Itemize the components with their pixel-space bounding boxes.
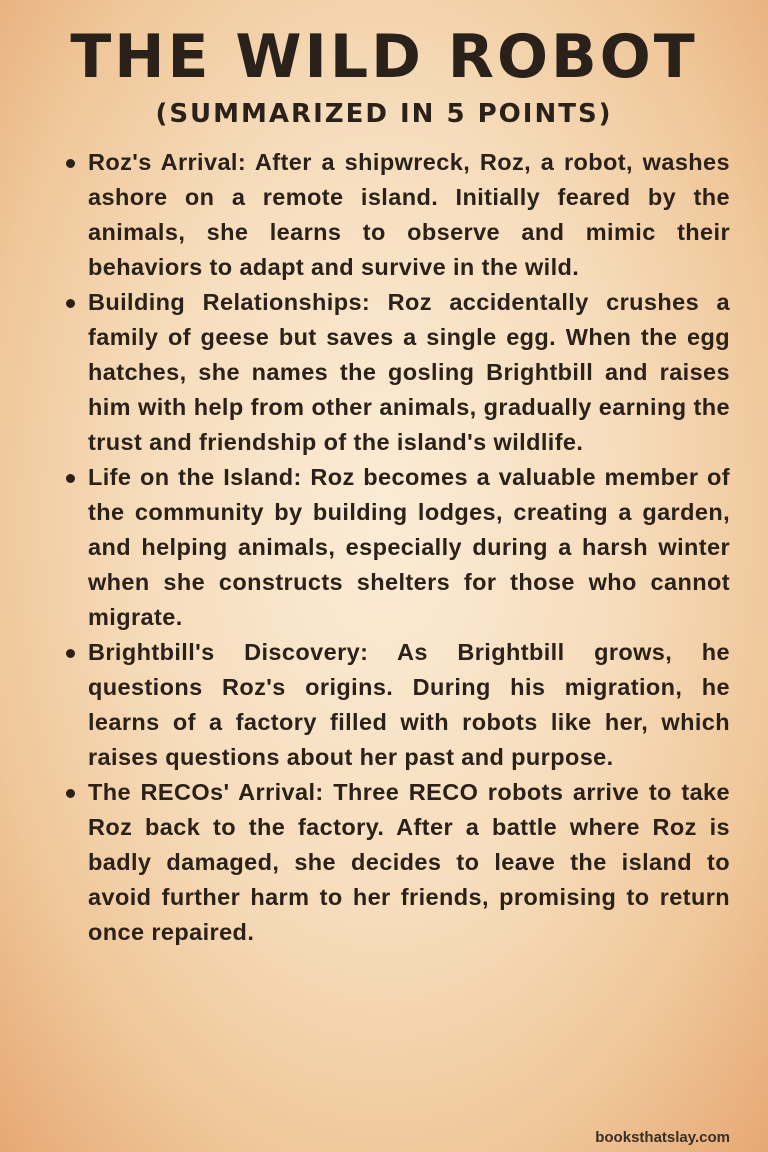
list-item-text: Life on the Island: Roz becomes a valuable member of the community by building lodges, creating a garden, and helping animals, especially during a harsh winter when she constructs shelters for those who cannot migrate. [88, 464, 730, 630]
page-subtitle: (SUMMARIZED IN 5 POINTS) [155, 99, 613, 129]
bullet-icon [66, 159, 75, 168]
bullet-icon [66, 474, 75, 483]
summary-list [88, 145, 730, 950]
list-item [88, 145, 730, 285]
site-credit: booksthatslay.com [595, 1129, 730, 1146]
bullet-icon [66, 649, 75, 658]
list-item [88, 775, 730, 950]
page-title: THE WILD ROBOT [70, 22, 698, 92]
list-item [88, 285, 730, 460]
list-item [88, 635, 730, 775]
list-item-text: Roz's Arrival: After a shipwreck, Roz, a robot, washes ashore on a remote island. Initially feared by the animals, she learns to observe and mimic their behaviors to adapt and survive in the wild. [88, 149, 730, 280]
list-item-text: Brightbill's Discovery: As Brightbill grows, he questions Roz's origins. During his migration, he learns of a factory filled with robots like her, which raises questions about her past and purpose. [88, 639, 730, 770]
bullet-icon [66, 789, 75, 798]
bullet-icon [66, 299, 75, 308]
list-item-text: The RECOs' Arrival: Three RECO robots arrive to take Roz back to the factory. After a battle where Roz is badly damaged, she decides to leave the island to avoid further harm to her friends, promising to return once repaired. [88, 779, 730, 945]
list-item [88, 460, 730, 635]
list-item-text: Building Relationships: Roz accidentally crushes a family of geese but saves a single egg. When the egg hatches, she names the gosling Brightbill and raises him with help from other animals, gradually earning the trust and friendship of the island's wildlife. [88, 289, 730, 455]
